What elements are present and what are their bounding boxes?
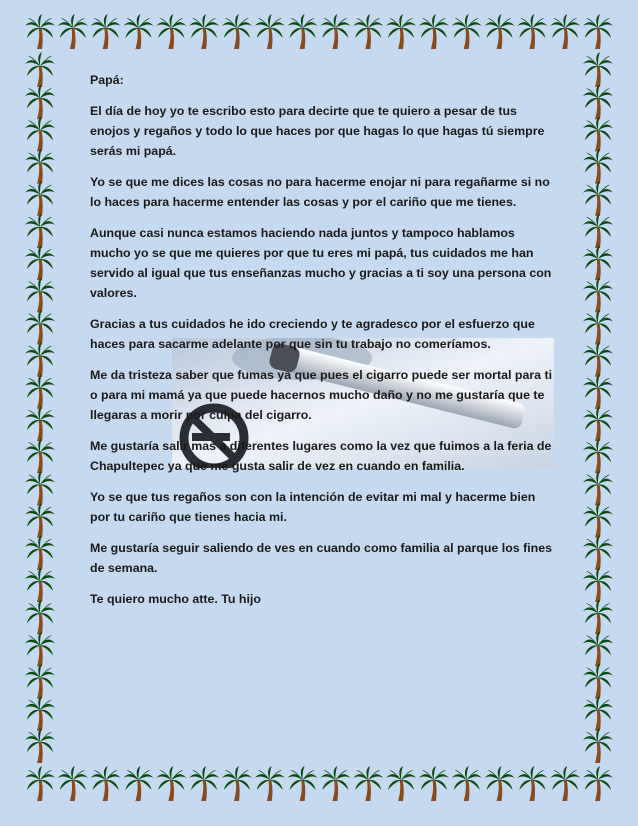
palm-row-bottom bbox=[25, 766, 613, 801]
palm-tree-icon bbox=[583, 438, 613, 473]
palm-tree-icon bbox=[583, 766, 613, 801]
palm-tree-icon bbox=[550, 766, 580, 801]
palm-tree-icon bbox=[189, 14, 219, 49]
palm-tree-icon bbox=[583, 728, 613, 763]
palm-tree-icon bbox=[156, 14, 186, 49]
palm-tree-icon bbox=[517, 14, 547, 49]
palm-tree-icon bbox=[25, 310, 55, 345]
palm-tree-icon bbox=[583, 567, 613, 602]
palm-tree-icon bbox=[583, 535, 613, 570]
palm-tree-icon bbox=[25, 470, 55, 505]
palm-tree-icon bbox=[583, 181, 613, 216]
palm-tree-icon bbox=[583, 470, 613, 505]
palm-tree-icon bbox=[583, 599, 613, 634]
palm-tree-icon bbox=[583, 696, 613, 731]
palm-tree-icon bbox=[25, 535, 55, 570]
palm-tree-icon bbox=[25, 342, 55, 377]
palm-tree-icon bbox=[288, 766, 318, 801]
palm-tree-icon bbox=[91, 766, 121, 801]
palm-tree-icon bbox=[25, 631, 55, 666]
palm-tree-icon bbox=[386, 14, 416, 49]
palm-tree-icon bbox=[320, 766, 350, 801]
palm-tree-icon bbox=[550, 14, 580, 49]
letter-closing: Te quiero mucho atte. Tu hijo bbox=[90, 592, 261, 606]
palm-tree-icon bbox=[583, 374, 613, 409]
palm-column-left bbox=[25, 52, 55, 763]
palm-tree-icon bbox=[25, 52, 55, 87]
palm-tree-icon bbox=[25, 277, 55, 312]
palm-tree-icon bbox=[255, 766, 285, 801]
palm-tree-icon bbox=[583, 310, 613, 345]
palm-tree-icon bbox=[583, 631, 613, 666]
palm-tree-icon bbox=[25, 181, 55, 216]
palm-tree-icon bbox=[25, 728, 55, 763]
palm-tree-icon bbox=[386, 766, 416, 801]
palm-tree-icon bbox=[25, 374, 55, 409]
palm-tree-icon bbox=[123, 766, 153, 801]
palm-tree-icon bbox=[288, 14, 318, 49]
palm-tree-icon bbox=[583, 664, 613, 699]
palm-tree-icon bbox=[156, 766, 186, 801]
palm-tree-icon bbox=[583, 213, 613, 248]
palm-tree-icon bbox=[485, 14, 515, 49]
palm-tree-icon bbox=[58, 14, 88, 49]
letter-body bbox=[90, 70, 558, 620]
letter-greeting: Papá: bbox=[90, 73, 124, 87]
palm-tree-icon bbox=[353, 766, 383, 801]
palm-tree-icon bbox=[583, 84, 613, 119]
palm-tree-icon bbox=[583, 342, 613, 377]
letter-paragraph-4: Gracias a tus cuidados he ido creciendo y te agradesco por el esfuerzo que haces para sacarme adelante por que sin tu trabajo no comeríamos. bbox=[90, 317, 535, 351]
palm-tree-icon bbox=[583, 406, 613, 441]
palm-tree-icon bbox=[25, 14, 55, 49]
palm-tree-icon bbox=[353, 14, 383, 49]
palm-tree-icon bbox=[517, 766, 547, 801]
palm-tree-icon bbox=[25, 438, 55, 473]
palm-tree-icon bbox=[25, 567, 55, 602]
palm-tree-icon bbox=[25, 84, 55, 119]
palm-tree-icon bbox=[25, 213, 55, 248]
palm-tree-icon bbox=[222, 766, 252, 801]
palm-tree-icon bbox=[583, 245, 613, 280]
letter-paragraph-8: Me gustaría seguir saliendo de ves en cuando como familia al parque los fines de semana. bbox=[90, 541, 553, 575]
palm-tree-icon bbox=[452, 14, 482, 49]
palm-tree-icon bbox=[189, 766, 219, 801]
palm-tree-icon bbox=[25, 116, 55, 151]
palm-tree-icon bbox=[452, 766, 482, 801]
palm-tree-icon bbox=[583, 116, 613, 151]
palm-tree-icon bbox=[25, 503, 55, 538]
letter-paragraph-6: Me gustaría salir mas a diferentes lugares como la vez que fuimos a la feria de Chapultepec ya que me gusta salir de vez en cuando en familia. bbox=[90, 439, 552, 473]
palm-tree-icon bbox=[91, 14, 121, 49]
palm-tree-icon bbox=[583, 14, 613, 49]
letter-paragraph-5: Me da tristeza saber que fumas ya que pues el cigarro puede ser mortal para ti o para mi mamá ya que puede hacernos mucho daño y no me gustaría que te llegaras a morir por culpa del cigarro. bbox=[90, 368, 553, 422]
palm-tree-icon bbox=[25, 245, 55, 280]
palm-tree-icon bbox=[255, 14, 285, 49]
palm-tree-icon bbox=[25, 406, 55, 441]
letter-paragraph-2: Yo se que me dices las cosas no para hacerme enojar ni para regañarme si no lo haces para hacerme entender las cosas y por el cariño que me tienes. bbox=[90, 175, 550, 209]
palm-tree-icon bbox=[485, 766, 515, 801]
palm-tree-icon bbox=[123, 14, 153, 49]
palm-tree-icon bbox=[583, 149, 613, 184]
palm-tree-icon bbox=[25, 599, 55, 634]
letter-paragraph-3: Aunque casi nunca estamos haciendo nada juntos y tampoco hablamos mucho yo se que me quieres por que tu eres mi papá, tus cuidados me han servido al igual que tus enseñanzas mucho y gracias a ti soy una persona con valores. bbox=[90, 226, 552, 300]
palm-tree-icon bbox=[583, 503, 613, 538]
palm-column-right bbox=[583, 52, 613, 763]
palm-tree-icon bbox=[58, 766, 88, 801]
palm-tree-icon bbox=[25, 664, 55, 699]
palm-tree-icon bbox=[25, 149, 55, 184]
palm-tree-icon bbox=[25, 766, 55, 801]
palm-tree-icon bbox=[320, 14, 350, 49]
palm-tree-icon bbox=[222, 14, 252, 49]
palm-tree-icon bbox=[419, 766, 449, 801]
palm-tree-icon bbox=[583, 52, 613, 87]
letter-paragraph-7: Yo se que tus regaños son con la intención de evitar mi mal y hacerme bien por tu cariño que tienes hacia mi. bbox=[90, 490, 536, 524]
palm-tree-icon bbox=[583, 277, 613, 312]
palm-row-top bbox=[25, 14, 613, 49]
palm-tree-icon bbox=[25, 696, 55, 731]
letter-paragraph-1: El día de hoy yo te escribo esto para decirte que te quiero a pesar de tus enojos y regaños y todo lo que haces por que hagas lo que hagas tú siempre serás mi papá. bbox=[90, 104, 545, 158]
palm-tree-icon bbox=[419, 14, 449, 49]
